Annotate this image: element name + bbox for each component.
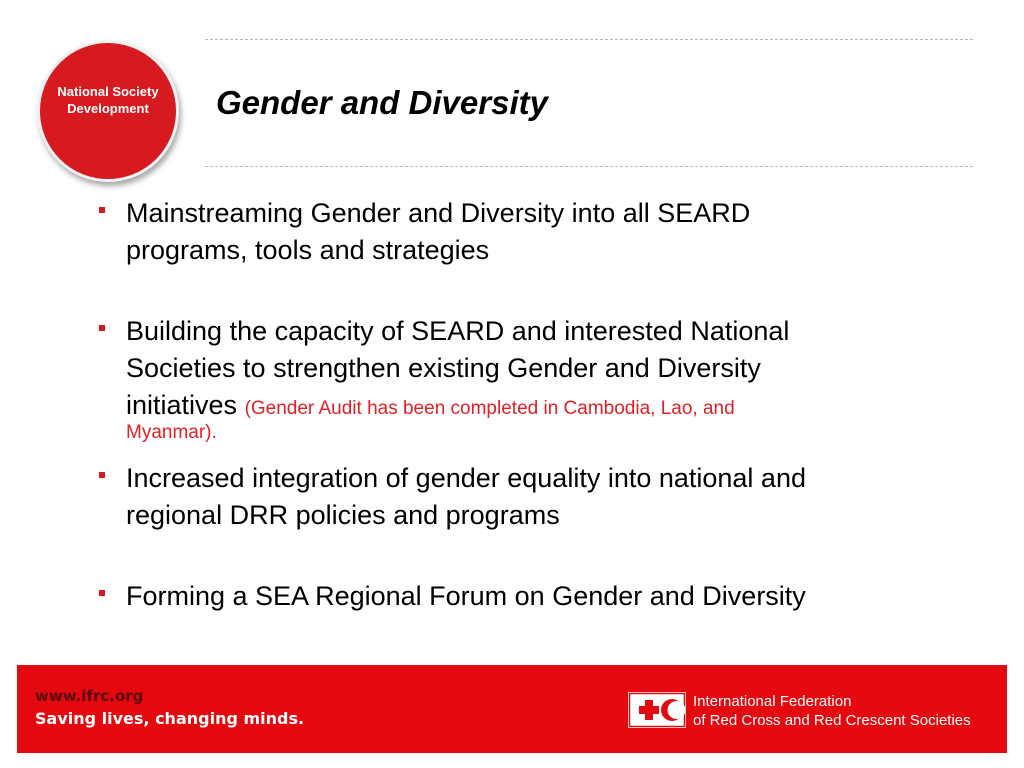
org-line-2: of Red Cross and Red Crescent Societies bbox=[693, 712, 971, 729]
bullet-note-continued: Myanmar). bbox=[126, 422, 217, 443]
bullet-note: (Gender Audit has been completed in Cambodia, Lao, and bbox=[244, 398, 735, 419]
footer-tagline: Saving lives, changing minds. bbox=[35, 709, 305, 728]
bullet-line: initiatives bbox=[126, 390, 238, 420]
red-cross-red-crescent-emblem-icon bbox=[628, 692, 686, 728]
bullet-text bbox=[126, 460, 926, 534]
bullet-text bbox=[126, 578, 926, 615]
square-bullet-icon bbox=[99, 207, 105, 213]
square-bullet-icon bbox=[99, 472, 105, 478]
bullet-line: regional DRR policies and programs bbox=[126, 500, 560, 530]
badge-line-1: National Society bbox=[57, 84, 159, 99]
bullet-line: programs, tools and strategies bbox=[126, 235, 490, 265]
bullet-text bbox=[126, 195, 926, 269]
footer-bar bbox=[17, 665, 1007, 753]
slide-title: Gender and Diversity bbox=[216, 84, 548, 121]
org-line-1: International Federation bbox=[693, 693, 852, 710]
bullet-line: Societies to strengthen existing Gender and Diversity bbox=[126, 353, 761, 383]
national-society-badge bbox=[37, 40, 179, 182]
badge-label bbox=[48, 83, 168, 117]
bullet-line: Increased integration of gender equality into national and bbox=[126, 463, 806, 493]
organization-name bbox=[693, 692, 971, 730]
footer-url-link[interactable]: www.ifrc.org bbox=[35, 687, 144, 705]
bullet-line: Forming a SEA Regional Forum on Gender and Diversity bbox=[126, 581, 806, 611]
bullet-line: Mainstreaming Gender and Diversity into all SEARD bbox=[126, 198, 751, 228]
badge-line-2: Development bbox=[67, 101, 149, 116]
square-bullet-icon bbox=[99, 590, 105, 596]
square-bullet-icon bbox=[99, 325, 105, 331]
bullet-line: Building the capacity of SEARD and interested National bbox=[126, 316, 790, 346]
bottom-dashed-divider bbox=[205, 166, 973, 167]
bullet-text bbox=[126, 313, 926, 447]
top-dashed-divider bbox=[205, 39, 973, 40]
